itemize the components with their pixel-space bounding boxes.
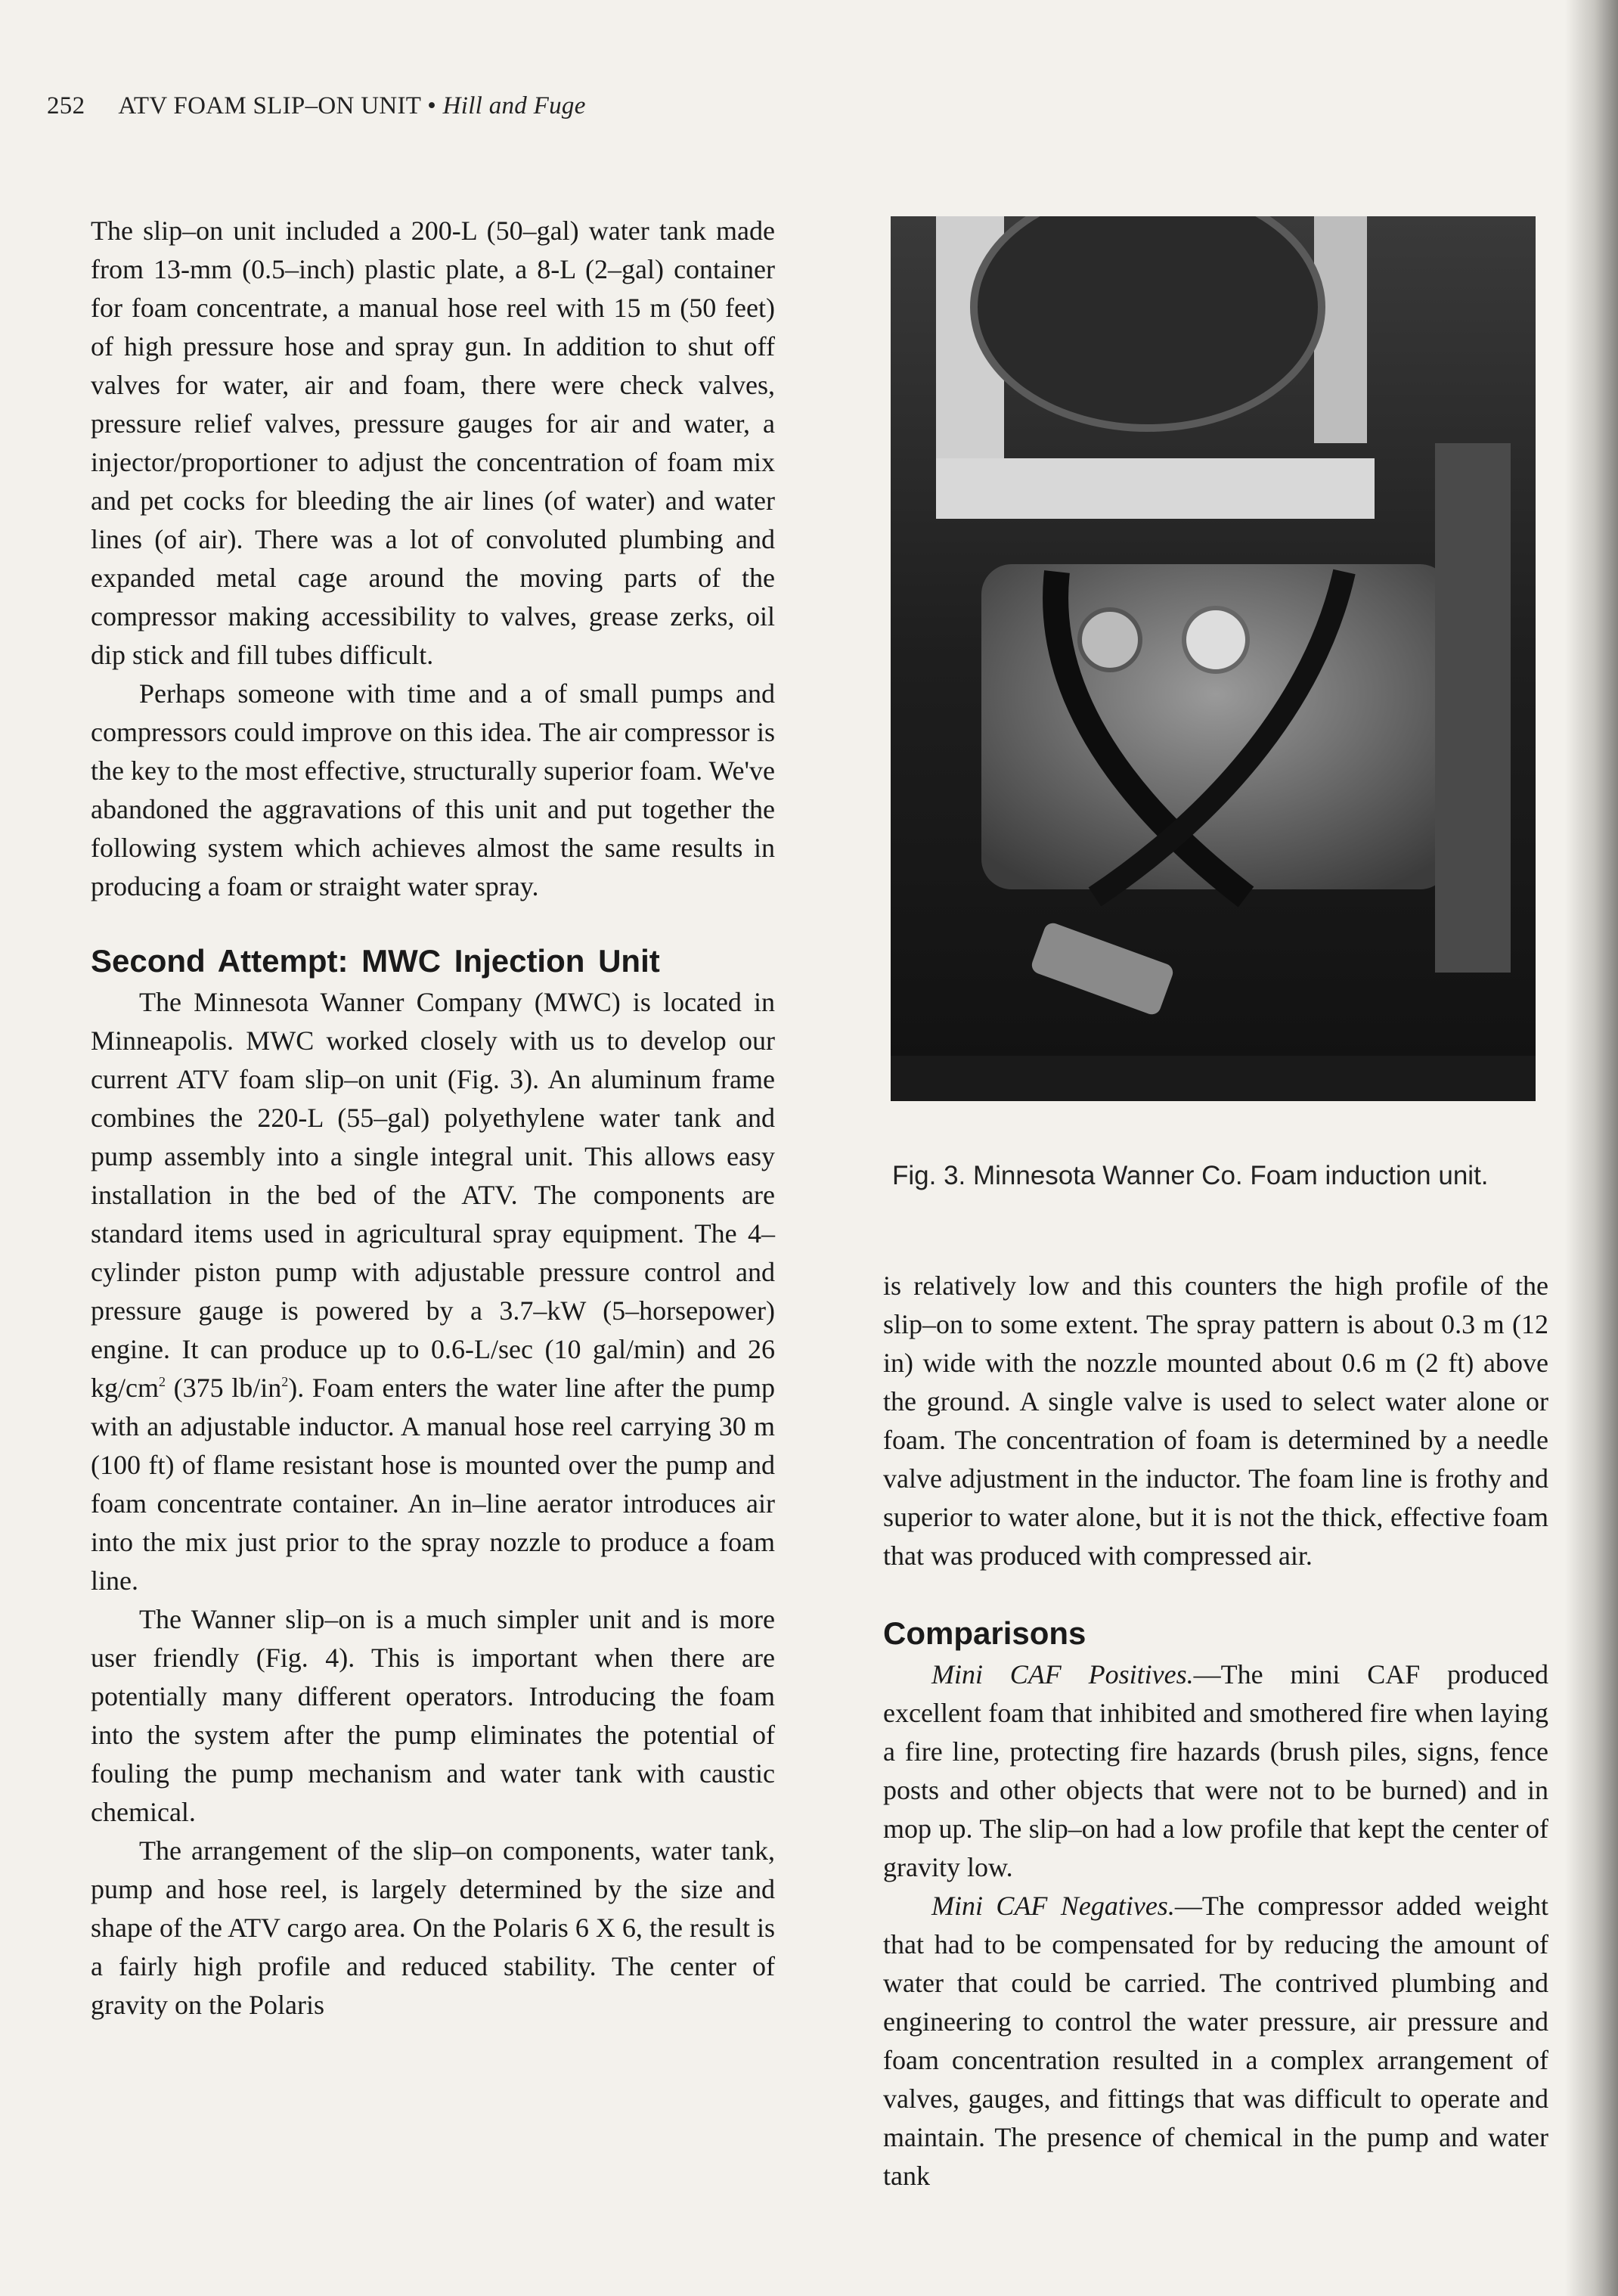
run-in-heading: Mini CAF Positives.: [931, 1659, 1194, 1689]
paragraph: The Wanner slip–on is a much simpler unit and is more user friendly (Fig. 4). This is important when there are potentially many different operators. Introducing the foam into the system after the pump eliminates the potential of fouling the pump mechanism and water tank with caustic chemical.: [91, 1604, 775, 1827]
frame-side: [1435, 443, 1511, 973]
paragraph-text: (375 lb/in: [165, 1373, 282, 1403]
right-column: [883, 1267, 1548, 2195]
paragraph-text: —The compressor added weight that had to be compensated for by reducing the amount of water that could be carried. The contrived plumbing and engineering to control the water pressure, air pressure and foam concentration resulted in a complex arrangement of valves, gauges, and fittings that was difficult to operate and maintain. The presence of chemical in the pump and water tank: [883, 1891, 1548, 2191]
paragraph: The slip–on unit included a 200-L (50–gal) water tank made from 13-mm (0.5–inch) plastic plate, a 8-L (2–gal) container for foam concentrate, a manual hose reel with 15 m (50 feet) of high pressure hose and spray gun. In addition to shut off valves for water, air and foam, there were check valves, pressure relief valves, pressure gauges for air and water, a injector/proportioner to adjust the concentration of foam mix and pet cocks for bleeding the air lines (of water) and water lines (of air). There was a lot of convoluted plumbing and expanded metal cage around the moving parts of the compressor making accessibility to valves, grease zerks, oil dip stick and fill tubes difficult.: [91, 216, 775, 670]
paragraph-text: The Minnesota Wanner Company (MWC) is located in Minneapolis. MWC worked closely with us to develop our current ATV foam slip–on unit (Fig. 3). An aluminum frame combines the 220-L (55–gal) polyethylene water tank and pump assembly into a single integral unit. This allows easy installation in the bed of the ATV. The components are standard items used in agricultural spray equipment. The 4–cylinder piston pump with adjustable pressure control and pressure gauge is powered by a 3.7–kW (5–horsepower) engine. It can produce up to 0.6-L/sec (10 gal/min) and 26 kg/cm: [91, 987, 775, 1403]
frame-crossbar: [936, 458, 1375, 519]
paragraph: The arrangement of the slip–on components, water tank, pump and hose reel, is largely determined by the size and shape of the ATV cargo area. On the Polaris 6 X 6, the result is a fairly high profile and reduced stability. The center of gravity on the Polaris: [91, 1835, 775, 2020]
hose-reel: [974, 216, 1322, 428]
run-in-heading: Mini CAF Negatives.: [931, 1891, 1175, 1921]
paragraph: [883, 1887, 1548, 2195]
paragraph: [91, 983, 775, 1600]
page-binding-shadow: [1565, 0, 1618, 2296]
paragraph: [883, 1655, 1548, 1887]
superscript: 2: [158, 1374, 166, 1389]
figure-photo: [891, 216, 1536, 1101]
section-heading: Comparisons: [883, 1615, 1086, 1651]
figure-caption: Fig. 3. Minnesota Wanner Co. Foam induction unit.: [892, 1161, 1489, 1190]
running-title: ATV FOAM SLIP–ON UNIT: [118, 92, 421, 119]
header-separator: •: [427, 92, 437, 119]
paragraph: is relatively low and this counters the high profile of the slip–on to some extent. The spray pattern is about 0.3 m (12 in) wide with the nozzle mounted about 0.6 m (2 ft) above the ground. A single valve is used to select water alone or foam. The concentration of foam is determined by a needle valve adjustment in the inductor. The foam line is frothy and superior to water alone, but it is not the thick, effective foam that was produced with compressed air.: [883, 1271, 1548, 1571]
pressure-gauge: [1080, 610, 1140, 670]
paragraph: Perhaps someone with time and a of small pumps and compressors could improve on this idea. The air compressor is the key to the most effective, structurally superior foam. We've abandoned the aggravations of this unit and put together the following system which achieves almost the same results in producing a foam or straight water spray.: [91, 678, 775, 901]
paragraph-text: —The mini CAF produced excellent foam that inhibited and smothered fire when laying a fire line, protecting fire hazards (brush piles, signs, fence posts and other objects that were not to be burned) and in mop up. The slip–on had a low profile that kept the center of gravity low.: [883, 1659, 1548, 1882]
photo-illustration: [891, 216, 1536, 1101]
pressure-gauge: [1184, 608, 1248, 672]
paragraph-text: ). Foam enters the water line after the pump with an adjustable inductor. A manual hose reel carrying 30 m (100 ft) of flame resistant hose is mounted over the pump and foam concentrate container. An in–line aerator introduces air into the mix just prior to the spray nozzle to produce a foam line.: [91, 1373, 775, 1596]
superscript: 2: [281, 1374, 289, 1389]
running-header: [47, 92, 586, 120]
header-authors: Hill and Fuge: [442, 92, 586, 119]
section-heading: Second Attempt: MWC Injection Unit: [91, 943, 660, 979]
left-column: [91, 212, 775, 2025]
page-number: 252: [47, 92, 85, 119]
